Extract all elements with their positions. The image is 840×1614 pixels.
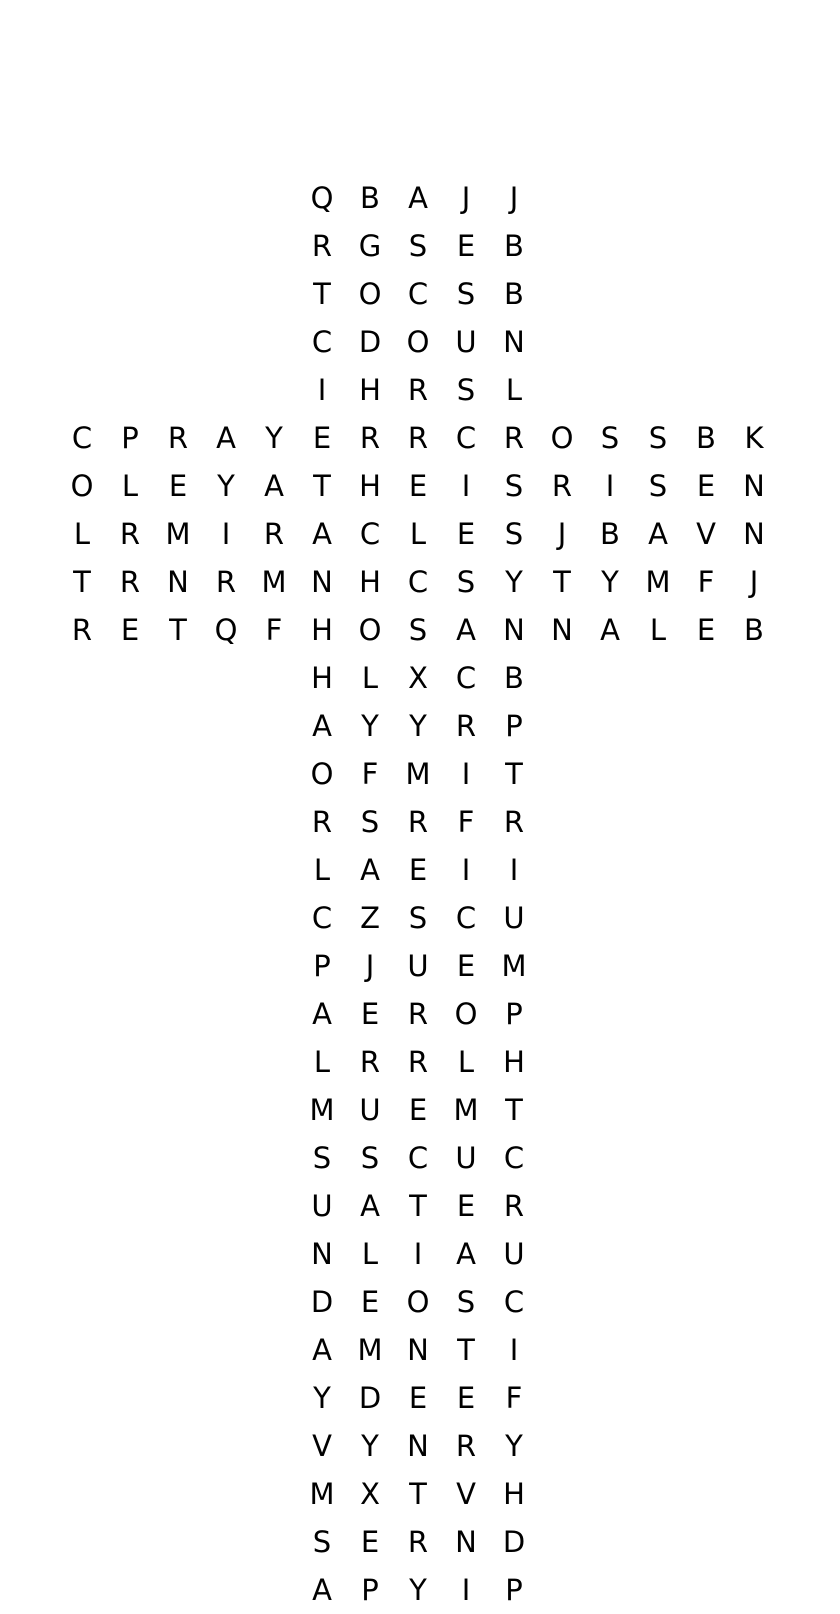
grid-cell[interactable]: R — [71, 612, 93, 647]
grid-cell[interactable]: E — [456, 948, 476, 983]
grid-cell[interactable]: P — [313, 948, 331, 983]
grid-cell[interactable]: L — [121, 468, 139, 503]
grid-cell[interactable]: O — [406, 324, 430, 359]
grid-cell[interactable]: M — [405, 756, 431, 791]
grid-cell[interactable]: R — [119, 564, 141, 599]
grid-cell[interactable]: T — [553, 564, 571, 599]
grid-cell[interactable]: D — [502, 1524, 526, 1559]
grid-cell[interactable]: B — [696, 420, 716, 455]
grid-cell[interactable]: B — [504, 228, 524, 263]
grid-cell[interactable]: Z — [360, 900, 380, 935]
grid-cell[interactable]: E — [408, 468, 428, 503]
grid-cell[interactable]: B — [744, 612, 764, 647]
word-search-grid — [58, 174, 778, 1614]
grid-cell[interactable]: A — [456, 612, 476, 647]
grid-cell[interactable]: U — [359, 1092, 381, 1127]
grid-cell[interactable]: A — [600, 612, 620, 647]
grid-cell[interactable]: A — [216, 420, 236, 455]
grid-cell[interactable]: R — [551, 468, 573, 503]
grid-cell[interactable]: U — [407, 948, 429, 983]
grid-cell[interactable]: T — [505, 1092, 523, 1127]
grid-cell[interactable]: B — [504, 276, 524, 311]
grid-cell[interactable]: Y — [409, 1572, 427, 1607]
grid-cell[interactable]: O — [358, 276, 382, 311]
grid-cell[interactable]: P — [121, 420, 139, 455]
grid-cell[interactable]: S — [408, 900, 428, 935]
grid-cell[interactable]: L — [73, 516, 91, 551]
grid-cell[interactable]: E — [312, 420, 332, 455]
grid-cell[interactable]: E — [456, 1188, 476, 1223]
grid-cell[interactable]: S — [312, 1140, 332, 1175]
grid-cell[interactable]: M — [645, 564, 671, 599]
grid-cell[interactable]: T — [505, 756, 523, 791]
grid-cell[interactable]: N — [167, 564, 189, 599]
grid-cell[interactable]: A — [264, 468, 284, 503]
grid-cell[interactable]: E — [360, 996, 380, 1031]
grid-cell[interactable]: M — [453, 1092, 479, 1127]
grid-cell[interactable]: J — [509, 180, 519, 215]
grid-cell[interactable]: C — [71, 420, 93, 455]
grid-cell[interactable]: R — [503, 420, 525, 455]
grid-cell[interactable]: N — [503, 324, 525, 359]
grid-cell[interactable]: J — [365, 948, 375, 983]
grid-cell[interactable]: U — [455, 324, 477, 359]
grid-cell[interactable]: D — [358, 1380, 382, 1415]
grid-cell[interactable]: I — [221, 516, 231, 551]
grid-cell[interactable]: S — [456, 564, 476, 599]
grid-cell[interactable]: E — [456, 1380, 476, 1415]
grid-cell[interactable]: S — [504, 468, 524, 503]
grid-cell[interactable]: R — [407, 372, 429, 407]
grid-cell[interactable]: R — [311, 228, 333, 263]
grid-cell[interactable]: B — [360, 180, 380, 215]
grid-cell[interactable]: S — [360, 804, 380, 839]
grid-cell[interactable]: U — [311, 1188, 333, 1223]
grid-cell[interactable]: S — [648, 468, 668, 503]
grid-cell[interactable]: G — [358, 228, 382, 263]
grid-cell[interactable]: P — [505, 996, 523, 1031]
grid-cell[interactable]: N — [407, 1332, 429, 1367]
grid-cell[interactable]: A — [312, 516, 332, 551]
grid-cell[interactable]: R — [311, 804, 333, 839]
grid-cell[interactable]: R — [119, 516, 141, 551]
grid-cell[interactable]: P — [505, 708, 523, 743]
grid-cell[interactable]: Q — [310, 180, 334, 215]
grid-cell[interactable]: O — [358, 612, 382, 647]
grid-cell[interactable]: O — [70, 468, 94, 503]
grid-cell[interactable]: Y — [505, 1428, 523, 1463]
grid-cell[interactable]: H — [311, 660, 333, 695]
grid-cell[interactable]: E — [456, 516, 476, 551]
grid-cell[interactable]: C — [407, 564, 429, 599]
grid-cell[interactable]: A — [648, 516, 668, 551]
grid-cell[interactable]: L — [409, 516, 427, 551]
grid-cell[interactable]: A — [456, 1236, 476, 1271]
grid-cell[interactable]: R — [263, 516, 285, 551]
grid-cell[interactable]: X — [360, 1476, 380, 1511]
grid-cell[interactable]: S — [504, 516, 524, 551]
grid-cell[interactable]: I — [605, 468, 615, 503]
grid-cell[interactable]: O — [454, 996, 478, 1031]
grid-cell[interactable]: D — [358, 324, 382, 359]
grid-cell[interactable]: E — [408, 1380, 428, 1415]
grid-cell[interactable]: J — [557, 516, 567, 551]
grid-cell[interactable]: F — [457, 804, 475, 839]
grid-cell[interactable]: M — [261, 564, 287, 599]
grid-cell[interactable]: I — [461, 468, 471, 503]
grid-cell[interactable]: R — [359, 420, 381, 455]
grid-cell[interactable]: U — [455, 1140, 477, 1175]
grid-cell[interactable]: H — [503, 1476, 525, 1511]
grid-cell[interactable]: O — [310, 756, 334, 791]
grid-cell[interactable]: Y — [601, 564, 619, 599]
grid-cell[interactable]: L — [313, 1044, 331, 1079]
grid-cell[interactable]: N — [407, 1428, 429, 1463]
grid-cell[interactable]: R — [407, 1524, 429, 1559]
grid-cell[interactable]: L — [313, 852, 331, 887]
grid-cell[interactable]: R — [455, 1428, 477, 1463]
grid-cell[interactable]: Y — [313, 1380, 331, 1415]
grid-cell[interactable]: N — [551, 612, 573, 647]
grid-cell[interactable]: A — [312, 996, 332, 1031]
grid-cell[interactable]: R — [503, 1188, 525, 1223]
grid-cell[interactable]: S — [312, 1524, 332, 1559]
grid-cell[interactable]: L — [505, 372, 523, 407]
grid-cell[interactable]: H — [503, 1044, 525, 1079]
grid-cell[interactable]: A — [312, 1572, 332, 1607]
grid-cell[interactable]: A — [360, 852, 380, 887]
grid-cell[interactable]: M — [309, 1476, 335, 1511]
grid-cell[interactable]: A — [408, 180, 428, 215]
grid-cell[interactable]: H — [311, 612, 333, 647]
grid-cell[interactable]: F — [265, 612, 283, 647]
grid-cell[interactable]: I — [317, 372, 327, 407]
grid-cell[interactable]: M — [357, 1332, 383, 1367]
grid-cell[interactable]: N — [311, 1236, 333, 1271]
grid-cell[interactable]: V — [696, 516, 716, 551]
grid-cell[interactable]: P — [361, 1572, 379, 1607]
grid-cell[interactable]: N — [503, 612, 525, 647]
grid-cell[interactable]: I — [461, 756, 471, 791]
grid-cell[interactable]: I — [461, 852, 471, 887]
grid-cell[interactable]: L — [361, 660, 379, 695]
grid-cell[interactable]: M — [501, 948, 527, 983]
grid-cell[interactable]: E — [408, 852, 428, 887]
grid-cell[interactable]: T — [409, 1188, 427, 1223]
grid-cell[interactable]: R — [407, 996, 429, 1031]
grid-cell[interactable]: V — [456, 1476, 476, 1511]
grid-cell[interactable]: A — [312, 708, 332, 743]
grid-cell[interactable]: M — [165, 516, 191, 551]
grid-cell[interactable]: J — [749, 564, 759, 599]
grid-cell[interactable]: T — [169, 612, 187, 647]
grid-cell[interactable]: E — [168, 468, 188, 503]
grid-cell[interactable]: P — [505, 1572, 523, 1607]
grid-cell[interactable]: R — [407, 804, 429, 839]
grid-cell[interactable]: B — [504, 660, 524, 695]
grid-cell[interactable]: R — [359, 1044, 381, 1079]
grid-cell[interactable]: A — [360, 1188, 380, 1223]
grid-cell[interactable]: C — [359, 516, 381, 551]
grid-cell[interactable]: S — [360, 1140, 380, 1175]
grid-cell[interactable]: C — [455, 660, 477, 695]
grid-cell[interactable]: E — [360, 1284, 380, 1319]
grid-cell[interactable]: O — [406, 1284, 430, 1319]
grid-cell[interactable]: C — [407, 1140, 429, 1175]
grid-cell[interactable]: R — [503, 804, 525, 839]
grid-cell[interactable]: T — [457, 1332, 475, 1367]
grid-cell[interactable]: L — [457, 1044, 475, 1079]
grid-cell[interactable]: R — [215, 564, 237, 599]
grid-cell[interactable]: U — [503, 1236, 525, 1271]
grid-cell[interactable]: R — [407, 1044, 429, 1079]
grid-cell[interactable]: K — [744, 420, 764, 455]
grid-cell[interactable]: Y — [361, 708, 379, 743]
grid-cell[interactable]: I — [509, 852, 519, 887]
grid-cell[interactable]: F — [505, 1380, 523, 1415]
grid-cell[interactable]: R — [407, 420, 429, 455]
grid-cell[interactable]: C — [455, 420, 477, 455]
grid-cell[interactable]: M — [309, 1092, 335, 1127]
grid-cell[interactable]: B — [600, 516, 620, 551]
grid-cell[interactable]: L — [361, 1236, 379, 1271]
grid-cell[interactable]: N — [455, 1524, 477, 1559]
grid-cell[interactable]: S — [648, 420, 668, 455]
grid-cell[interactable]: N — [743, 516, 765, 551]
grid-cell[interactable]: S — [456, 1284, 476, 1319]
grid-cell[interactable]: E — [120, 612, 140, 647]
grid-cell[interactable]: F — [697, 564, 715, 599]
grid-cell[interactable]: N — [311, 564, 333, 599]
grid-cell[interactable]: L — [649, 612, 667, 647]
grid-cell[interactable]: T — [313, 468, 331, 503]
grid-cell[interactable]: R — [167, 420, 189, 455]
grid-cell[interactable]: C — [311, 900, 333, 935]
grid-cell[interactable]: S — [408, 228, 428, 263]
grid-cell[interactable]: Y — [409, 708, 427, 743]
grid-cell[interactable]: C — [503, 1140, 525, 1175]
grid-cell[interactable]: E — [456, 228, 476, 263]
grid-cell[interactable]: H — [359, 468, 381, 503]
grid-cell[interactable]: H — [359, 372, 381, 407]
grid-cell[interactable]: R — [455, 708, 477, 743]
grid-cell[interactable]: E — [360, 1524, 380, 1559]
grid-cell[interactable]: C — [407, 276, 429, 311]
grid-cell[interactable]: N — [743, 468, 765, 503]
grid-cell[interactable]: J — [461, 180, 471, 215]
grid-cell[interactable]: S — [456, 372, 476, 407]
grid-cell[interactable]: E — [408, 1092, 428, 1127]
grid-cell[interactable]: Y — [265, 420, 283, 455]
grid-cell[interactable]: T — [73, 564, 91, 599]
grid-cell[interactable]: S — [600, 420, 620, 455]
grid-cell[interactable]: I — [461, 1572, 471, 1607]
grid-cell[interactable]: F — [361, 756, 379, 791]
grid-cell[interactable]: A — [312, 1332, 332, 1367]
grid-cell[interactable]: X — [408, 660, 428, 695]
grid-cell[interactable]: C — [455, 900, 477, 935]
grid-cell[interactable]: T — [313, 276, 331, 311]
grid-cell[interactable]: Y — [217, 468, 235, 503]
grid-cell[interactable]: E — [696, 468, 716, 503]
grid-cell[interactable]: I — [509, 1332, 519, 1367]
grid-cell[interactable]: V — [312, 1428, 332, 1463]
grid-cell[interactable]: Y — [361, 1428, 379, 1463]
grid-cell[interactable]: Q — [214, 612, 238, 647]
grid-cell[interactable]: O — [550, 420, 574, 455]
grid-cell[interactable]: T — [409, 1476, 427, 1511]
grid-cell[interactable]: S — [408, 612, 428, 647]
grid-cell[interactable]: D — [310, 1284, 334, 1319]
grid-cell[interactable]: U — [503, 900, 525, 935]
grid-cell[interactable]: S — [456, 276, 476, 311]
grid-cell[interactable]: C — [311, 324, 333, 359]
grid-cell[interactable]: C — [503, 1284, 525, 1319]
grid-cell[interactable]: H — [359, 564, 381, 599]
grid-cell[interactable]: I — [413, 1236, 423, 1271]
grid-cell[interactable]: Y — [505, 564, 523, 599]
grid-cell[interactable]: E — [696, 612, 716, 647]
